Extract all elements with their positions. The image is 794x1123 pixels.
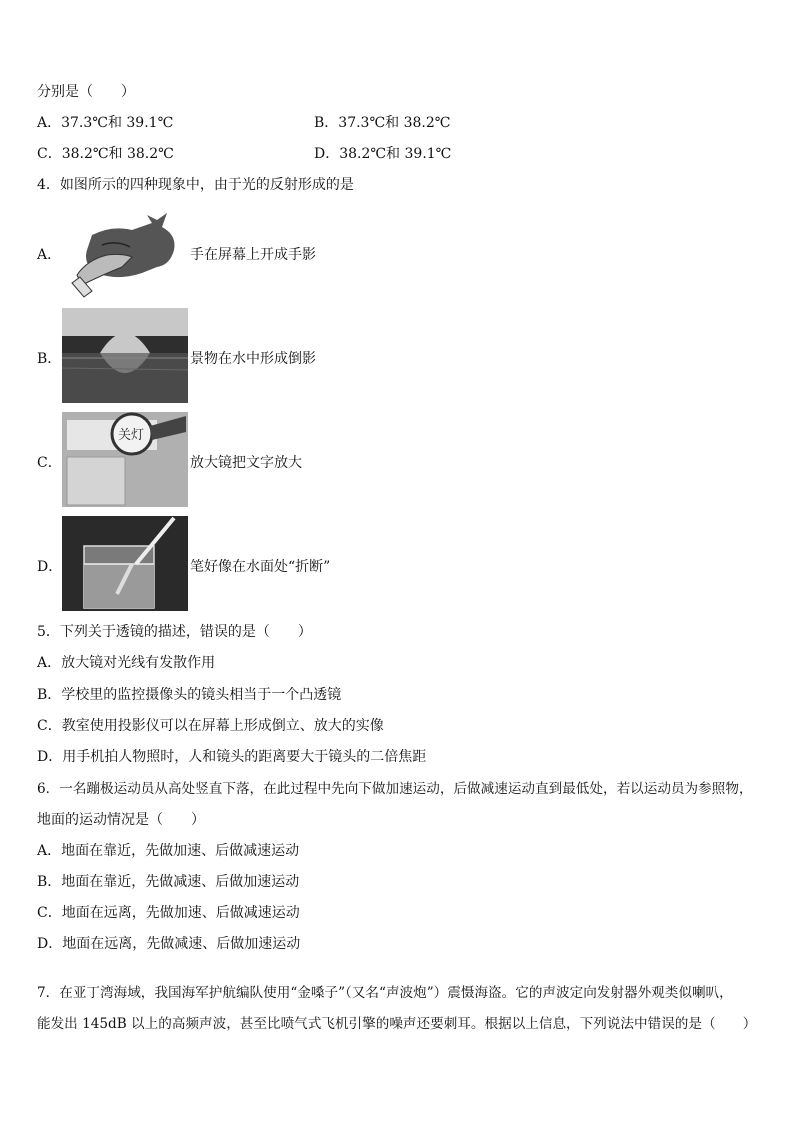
q5-option-d: D．用手机拍人物照时，人和镜头的距离要大于镜头的二倍焦距 [37, 749, 427, 765]
q4-option-a-caption: 手在屏幕上开成手影 [190, 247, 316, 263]
q4-option-c-caption: 放大镜把文字放大 [190, 455, 302, 471]
q6-stem-line1: 6．一名蹦极运动员从高处竖直下落，在此过程中先向下做加速运动，后做减速运动直到最低处，若以运动员为参照物， [37, 781, 753, 797]
pencil-in-water-image [62, 516, 188, 611]
q5-option-c: C．教室使用投影仪可以在屏幕上形成倒立、放大的实像 [37, 718, 384, 734]
q4-option-a-label: A． [37, 247, 62, 263]
q4-stem: 4．如图所示的四种现象中，由于光的反射形成的是 [37, 177, 354, 193]
q6-option-c: C．地面在远离，先做加速、后做减速运动 [37, 905, 300, 921]
hand-shadow-image [62, 205, 188, 300]
q3-stem-tail: 分别是（ ） [37, 84, 135, 100]
q6-option-a: A．地面在靠近，先做加速、后做减速运动 [37, 843, 300, 859]
q4-option-d-label: D． [37, 559, 63, 575]
q4-option-b-caption: 景物在水中形成倒影 [190, 351, 316, 367]
q3-option-b: B．37.3℃和 38.2℃ [314, 115, 451, 131]
q4-option-d-caption: 笔好像在水面处“折断” [190, 559, 331, 575]
q3-option-a: A．37.3℃和 39.1℃ [37, 115, 174, 131]
q3-option-c: C．38.2℃和 38.2℃ [37, 146, 174, 162]
q5-option-b: B．学校里的监控摄像头的镜头相当于一个凸透镜 [37, 687, 342, 703]
q7-stem-line1: 7．在亚丁湾海域，我国海军护航编队使用“金嗓子”（又名“声波炮”）震慑海盗。它的声波定向发射器外观类似喇叭， [37, 985, 733, 1001]
q6-option-d: D．地面在远离，先做减速、后做加速运动 [37, 936, 301, 952]
q5-option-a: A．放大镜对光线有发散作用 [37, 655, 216, 671]
q5-stem: 5．下列关于透镜的描述，错误的是（ ） [37, 624, 312, 640]
q4-option-c-label: C． [37, 455, 62, 471]
q6-option-b: B．地面在靠近，先做减速、后做加速运动 [37, 874, 300, 890]
magnifier-image-text: 关灯 [118, 428, 145, 443]
q7-stem-line2: 能发出 145dB 以上的高频声波，甚至比喷气式飞机引擎的噪声还要刺耳。根据以上信息，下列说法中错误的是（ ） [37, 1016, 757, 1032]
q3-option-d: D．38.2℃和 39.1℃ [314, 146, 452, 162]
q6-stem-line2: 地面的运动情况是（ ） [37, 812, 205, 828]
bridge-reflection-image [62, 308, 188, 403]
q4-option-b-label: B． [37, 351, 62, 367]
